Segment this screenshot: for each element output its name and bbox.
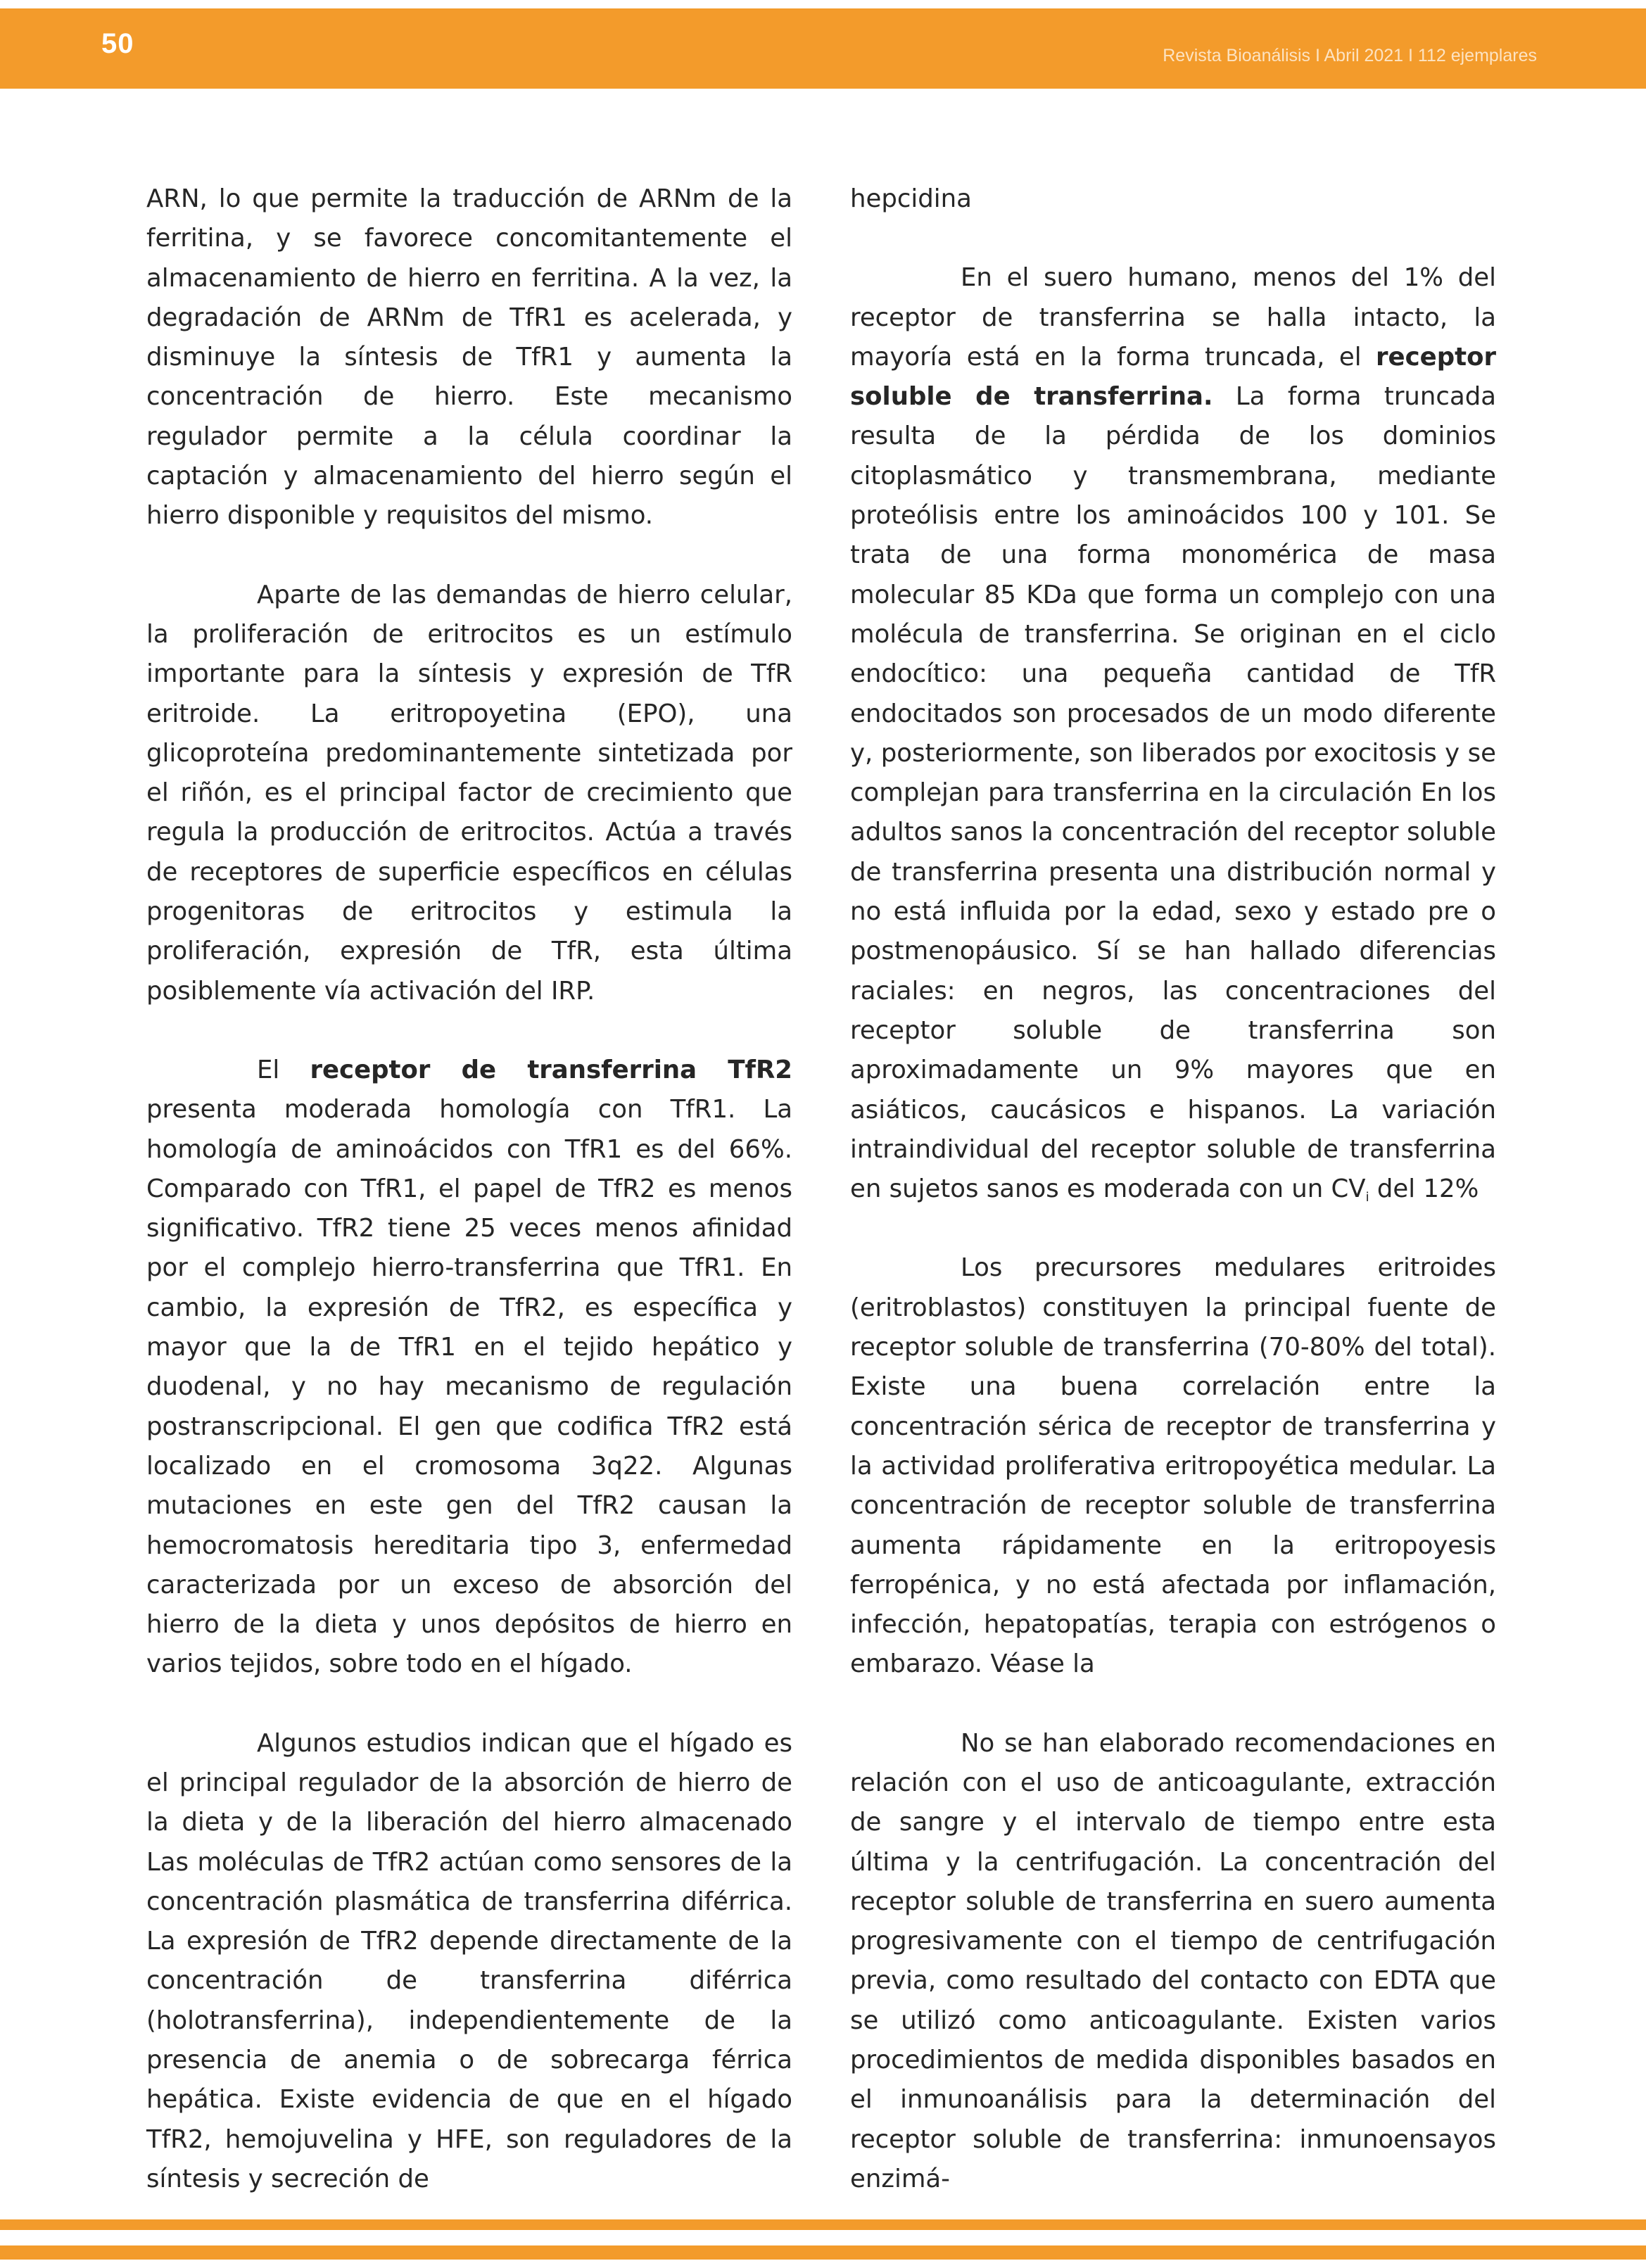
subscript: i <box>1365 1190 1369 1205</box>
paragraph <box>850 179 1496 219</box>
footer-stripe <box>0 2219 1646 2230</box>
bold-term: receptor soluble de transferrina. <box>850 342 1496 412</box>
paragraph <box>850 1248 1496 1684</box>
paragraph-text: Los precursores medulares eritroides (eritroblastos) constituyen la principal fuente de receptor soluble de transferrina (70-80% del total). Existe una buena correlación entre la concentración sérica de receptor de transferrina y la actividad proliferativa eritropoyética medular. La concentración de receptor soluble de transferrina aumenta rápidamente en la eritropoyesis ferropénica, y no está afectada por inflamación, infección, hepatopatías, terapia con estrógenos o embarazo. Véase la <box>850 1253 1496 1679</box>
paragraph-text: El <box>257 1055 310 1084</box>
paragraph <box>850 1724 1496 2200</box>
footer-stripe <box>0 2245 1646 2260</box>
paragraph <box>146 1051 792 1685</box>
paragraph-text: Algunos estudios indican que el hígado es el principal regulador de la absorción de hierro de la dieta y de la liberación del hierro almacenado Las moléculas de TfR2 actúan como sensores de la concentración plasmática de transferrina diférrica. La expresión de TfR2 depende directamente de la concentración de transferrina diférrica (holotransferrina), independientemente de la presencia de anemia o de sobrecarga férrica hepática. Existe evidencia de que en el hígado TfR2, hemojuvelina y HFE, son reguladores de la síntesis y secreción de <box>146 1728 792 2193</box>
paragraph-text: ARN, lo que permite la traducción de ARNm de la ferritina, y se favorece concomitantemente el almacenamiento de hierro en ferritina. A la vez, la degradación de ARNm de TfR1 es acelerada, y disminuye la síntesis de TfR1 y aumenta la concentración de hierro. Este mecanismo regulador permite a la célula coordinar la captación y almacenamiento del hierro según el hierro disponible y requisitos del mismo. <box>146 184 792 531</box>
bold-term: receptor de transferrina TfR2 <box>310 1055 793 1084</box>
paragraph-text: La forma truncada resulta de la pérdida de los dominios citoplasmático y transmembrana, mediante proteólisis entre los aminoácidos 100 y 101. Se trata de una forma monomérica de masa molecular 85 KDa que forma un complejo con una molécula de transferrina. Se originan en el ciclo endocítico: una pequeña cantidad de TfR endocitados son procesados de un modo diferente y, posteriormente, son liberados por exocitosis y se complejan para transferrina en la circulación En los adultos sanos la concentración del receptor soluble de transferrina presenta una distribución normal y no está influida por la edad, sexo y estado pre o postmenopáusico. Sí se han hallado diferencias raciales: en negros, las concentraciones del receptor soluble de transferrina son aproximadamente un 9% mayores que en asiáticos, caucásicos e hispanos. La variación intraindividual del receptor soluble de transferrina en sujetos sanos es moderada con un CV <box>850 382 1496 1204</box>
paragraph <box>146 576 792 1011</box>
left-column <box>146 179 792 2199</box>
paragraph-text: presenta moderada homología con TfR1. La homología de aminoácidos con TfR1 es del 66%. Comparado con TfR1, el papel de TfR2 es menos significativo. TfR2 tiene 25 veces menos afinidad por el complejo hierro-transferrina que TfR1. En cambio, la expresión de TfR2, es específica y mayor que la de TfR1 en el tejido hepático y duodenal, y no hay mecanismo de regulación postranscripcional. El gen que codifica TfR2 está localizado en el cromosoma 3q22. Algunas mutaciones en este gen del TfR2 causan la hemocromatosis hereditaria tipo 3, enfermedad caracterizada por un exceso de absorción del hierro de la dieta y unos depósitos de hierro en varios tejidos, sobre todo en el hígado. <box>146 1095 792 1679</box>
paragraph-text: hepcidina <box>850 184 972 213</box>
paragraph-text: No se han elaborado recomendaciones en relación con el uso de anticoagulante, extracción de sangre y el intervalo de tiempo entre esta última y la centrifugación. La concentración del receptor soluble de transferrina en suero aumenta progresivamente con el tiempo de centrifugación previa, como resultado del contacto con EDTA que se utilizó como anticoagulante. Existen varios procedimientos de medida disponibles basados en el inmunoanálisis para la determinación del receptor soluble de transferrina: inmunoensayos enzimá- <box>850 1728 1496 2193</box>
paragraph <box>146 179 792 536</box>
paragraph <box>146 1724 792 2200</box>
page-header-bar <box>0 8 1646 89</box>
paragraph-text: del 12% <box>1369 1174 1479 1204</box>
page-number: 50 <box>101 28 134 59</box>
paragraph <box>850 258 1496 1209</box>
paragraph-text: En el suero humano, menos del 1% del receptor de transferrina se halla intacto, la mayoría está en la forma truncada, el <box>850 263 1496 372</box>
paragraph-text: Aparte de las demandas de hierro celular, la proliferación de eritrocitos es un estímulo importante para la síntesis y expresión de TfR eritroide. La eritropoyetina (EPO), una glicoproteína predominantemente sintetizada por el riñón, es el principal factor de crecimiento que regula la producción de eritrocitos. Actúa a través de receptores de superficie específicos en células progenitoras de eritrocitos y estimula la proliferación, expresión de TfR, esta última posiblemente vía activación del IRP. <box>146 580 792 1006</box>
running-head: Revista Bioanálisis I Abril 2021 I 112 ejemplares <box>1163 46 1537 65</box>
right-column <box>850 179 1496 2199</box>
